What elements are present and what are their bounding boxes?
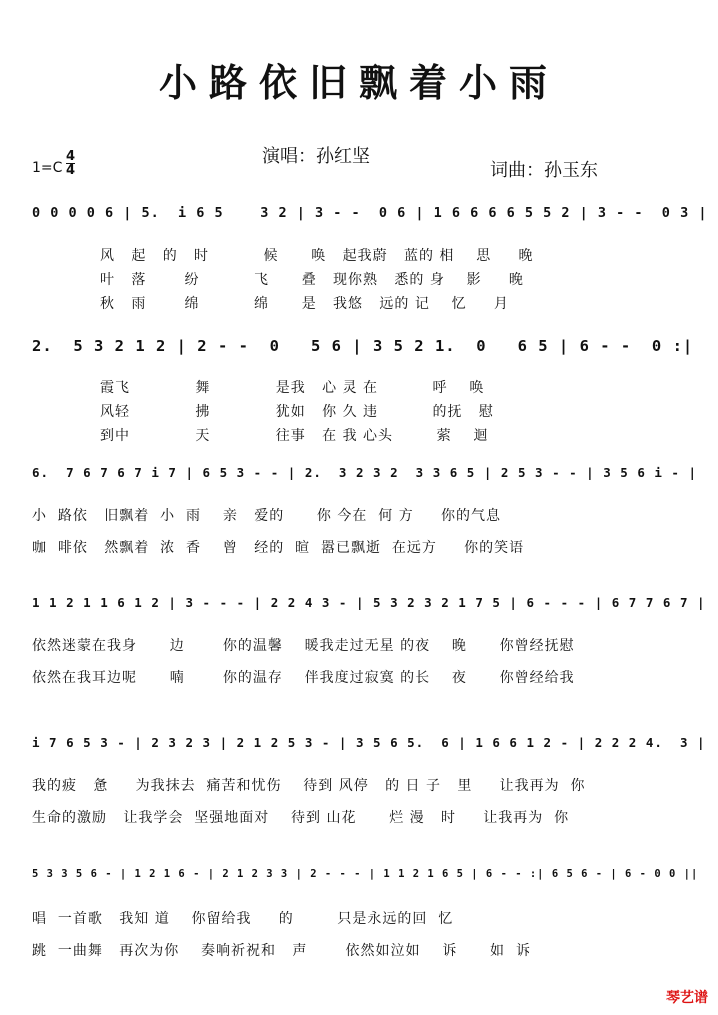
lyric-line: 霞飞 舞 是我 心 灵 在 呼 唤 [100, 380, 485, 396]
lyric-line: 生命的激励 让我学会 坚强地面对 待到 山花 烂 漫 时 让我再为 你 [32, 810, 570, 826]
lyric-line: 依然迷蒙在我身 边 你的温馨 暖我走过无星 的夜 晚 你曾经抚慰 [32, 638, 575, 654]
lyric-line: 小 路依 旧飘着 小 雨 亲 爱的 你 今在 何 方 你的气息 [32, 508, 501, 524]
notation-row: 6. 7 6 7 6 7 i 7 | 6 5 3 - - | 2. 3 2 3 2 3 3 6 5 | 2 5 3 - - | 3 5 6 i - | [32, 465, 697, 480]
lyric-line: 秋 雨 绵 绵 是 我悠 远的 记 忆 月 [100, 296, 509, 312]
lyric-line: 唱 一首歌 我知 道 你留给我 的 只是永远的回 忆 [32, 911, 454, 927]
lyric-line: 叶 落 纷 飞 叠 现你熟 悉的 身 影 晚 [100, 272, 524, 288]
notation-row: i 7 6 5 3 - | 2 3 2 3 | 2 1 2 5 3 - | 3 5 6 5. 6 | 1 6 6 1 2 - | 2 2 2 4. 3 | [32, 735, 706, 750]
lyric-line: 我的疲 惫 为我抹去 痛苦和忧伤 待到 风停 的 日 子 里 让我再为 你 [32, 778, 586, 794]
notation-row: 0 0 0 0 6 | 5. i 6 5 3 2 | 3 - - 0 6 | 1 6 6 6 6 5 5 2 | 3 - - 0 3 | [32, 205, 708, 221]
notation-row: 2. 5 3 2 1 2 | 2 - - 0 5 6 | 3 5 2 1. 0 6 5 | 6 - - 0 :| [32, 337, 694, 355]
lyric-line: 依然在我耳边呢 喃 你的温存 伴我度过寂寞 的长 夜 你曾经给我 [32, 670, 575, 686]
page-title: 小路依旧飘着小雨 [158, 60, 559, 105]
lyric-line: 跳 一曲舞 再次为你 奏响祈祝和 声 依然如泣如 诉 如 诉 [32, 943, 531, 959]
lyric-line: 风轻 拂 犹如 你 久 违 的抚 慰 [100, 404, 494, 420]
lyric-line: 到中 天 往事 在 我 心头 萦 迴 [100, 428, 489, 444]
notation-row: 1 1 2 1 1 6 1 2 | 3 - - - | 2 2 4 3 - | 5 3 2 3 2 1 7 5 | 6 - - - | 6 7 7 6 7 | [32, 595, 706, 610]
key-signature: 1=C [32, 160, 63, 176]
site-logo: 琴艺谱 [666, 990, 708, 1006]
composer-credit: 词曲：孙玉东 [490, 160, 598, 181]
lyric-line: 咖 啡依 然飘着 浓 香 曾 经的 暄 嚣已飘逝 在远方 你的笑语 [32, 540, 525, 556]
notation-row: 5 3 3 5 6 - | 1 2 1 6 - | 2 1 2 3 3 | 2 - - - | 1 1 2 1 6 5 | 6 - - :| 6 5 6 - | 6 - 0 0 || [32, 868, 699, 880]
lyric-line: 风 起 的 时 候 唤 起我蔚 蓝的 相 思 晚 [100, 248, 534, 264]
time-signature: $\frac{4}{4}$ [66, 149, 76, 178]
singer-credit: 演唱：孙红坚 [262, 146, 370, 167]
